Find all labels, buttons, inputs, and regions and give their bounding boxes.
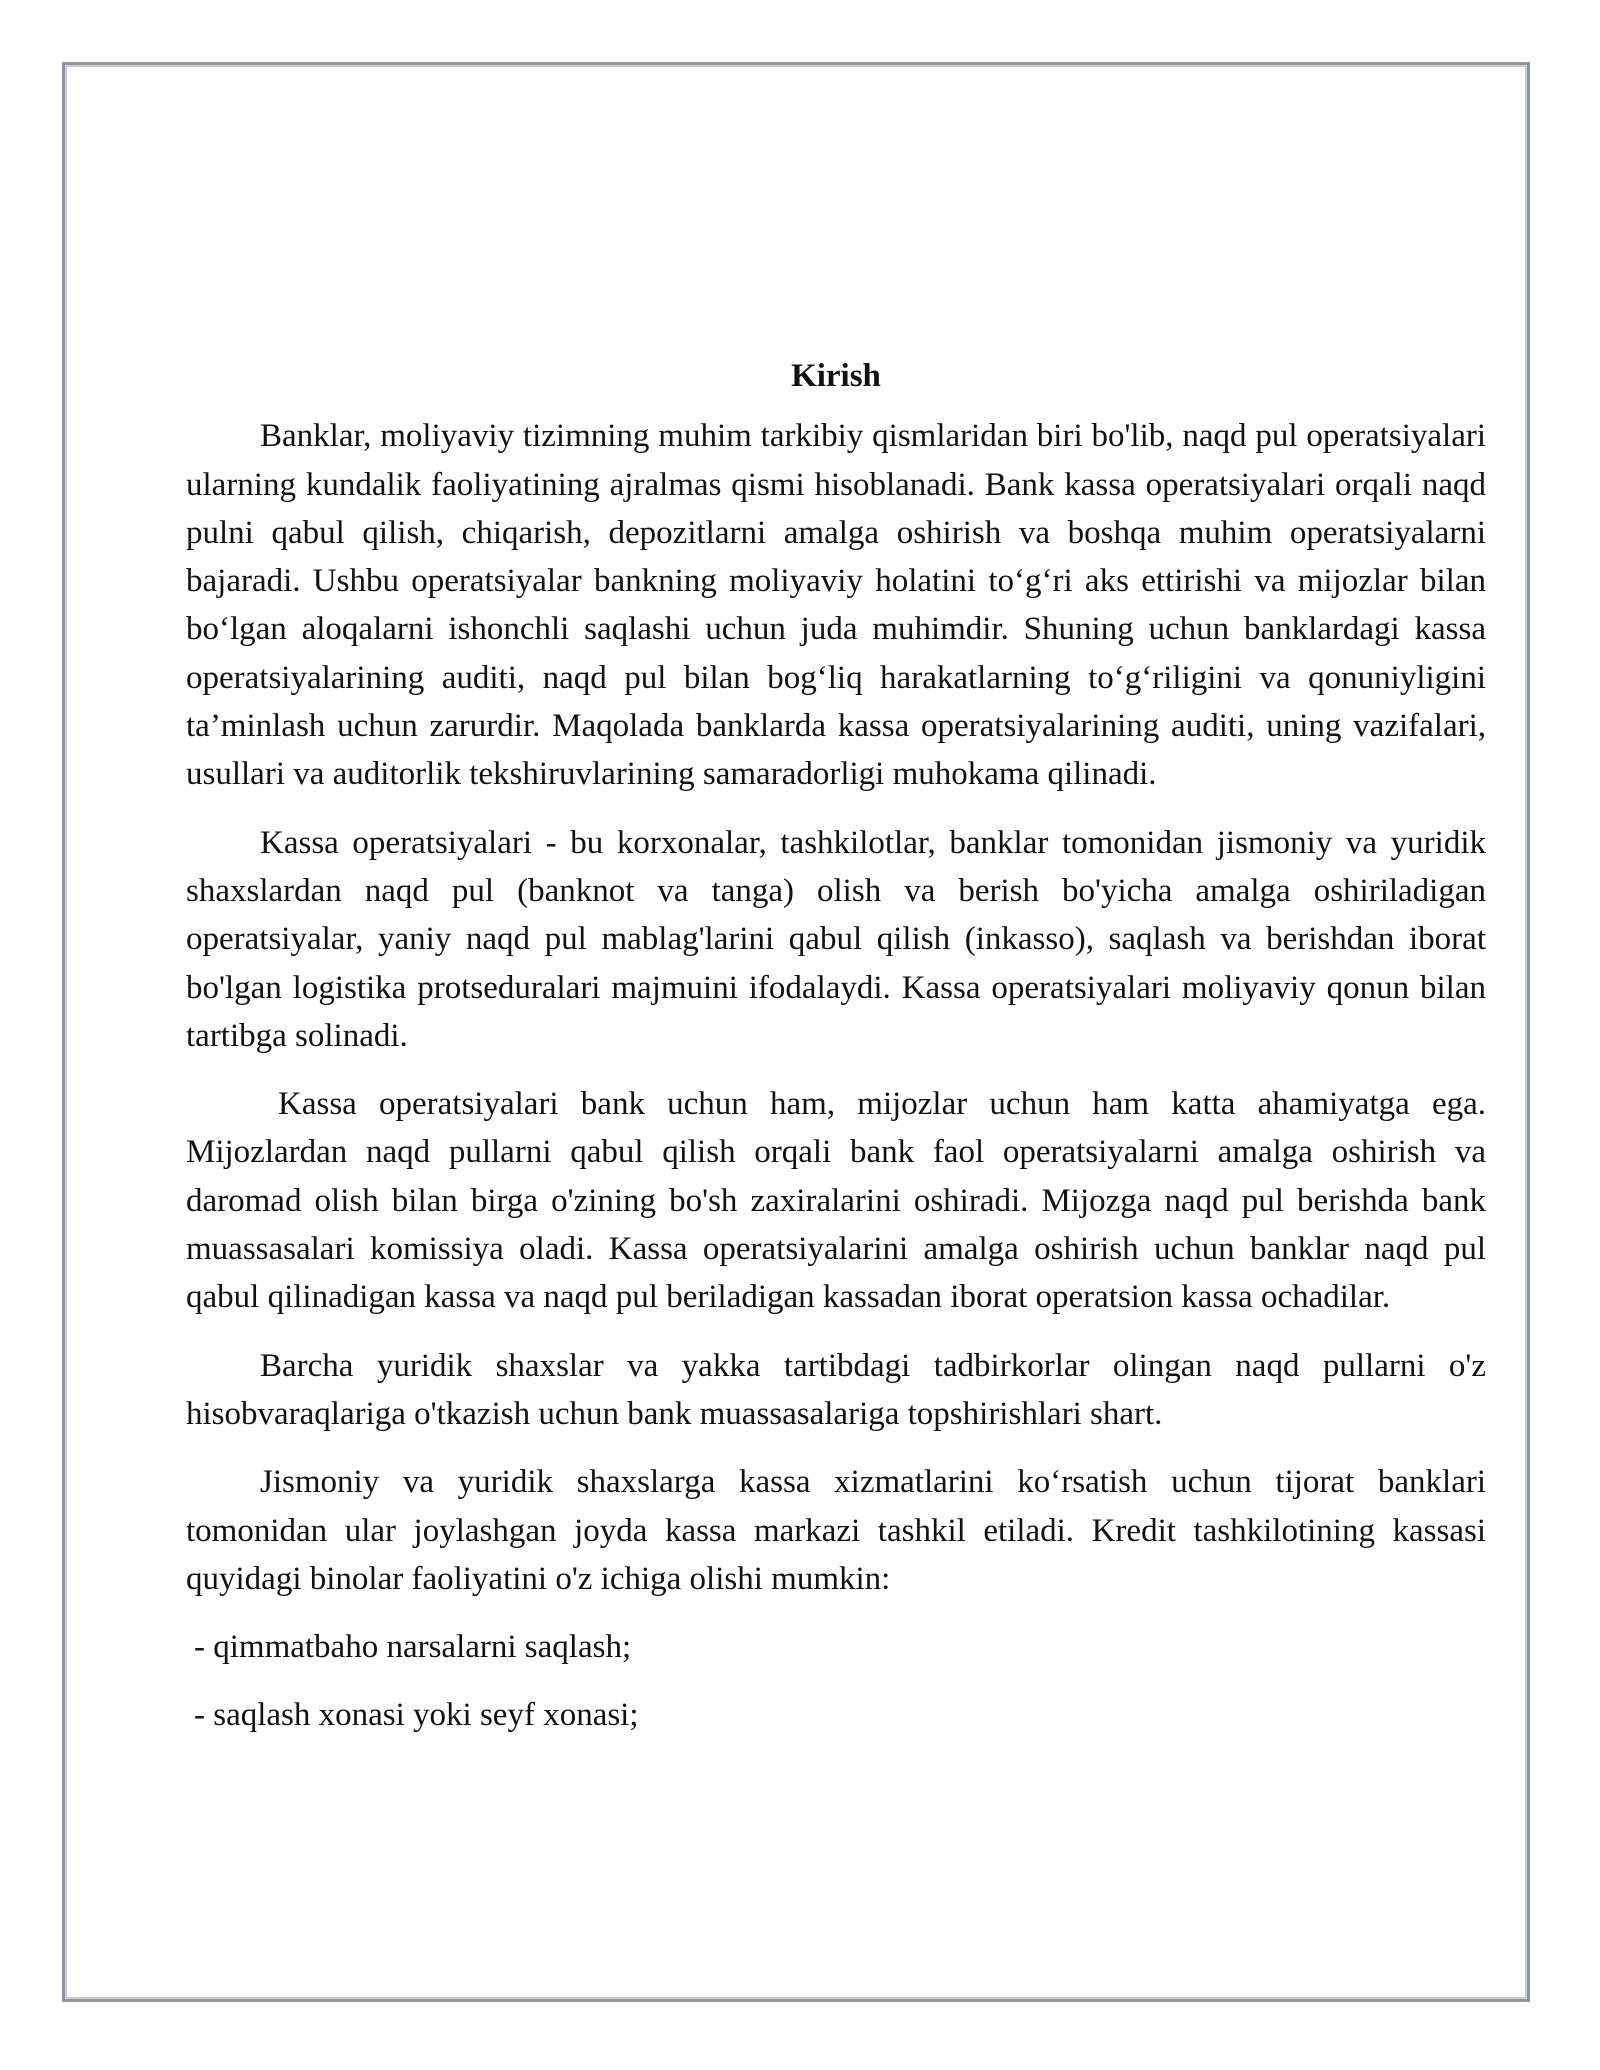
list-item-2: - saqlash xonasi yoki seyf xonasi; [194, 1697, 639, 1734]
paragraph-2: Kassa operatsiyalari - bu korxonalar, tashkilotlar, banklar tomonidan jismoniy va yuridik shaxslardan naqd pul (banknot va tanga) olish va berish bo'yicha amalga oshiriladigan operatsiyalar, yaniy naqd pul mablag'larini qabul qilish (inkasso), saqlash va berishdan iborat bo'lgan logistika protseduralari majmuini ifodalaydi. Kassa operatsiyalari moliyaviy qonun bilan tartibga solinadi. [186, 824, 1486, 1054]
paragraph-4: Barcha yuridik shaxslar va yakka tartibdagi tadbirkorlar olingan naqd pullarni o'z hisobvaraqlariga o'tkazish uchun bank muassasalariga topshirishlari shart. [186, 1347, 1486, 1432]
paragraph-3: Kassa operatsiyalari bank uchun ham, mijozlar uchun ham katta ahamiyatga ega. Mijozlardan naqd pullarni qabul qilish orqali bank faol operatsiyalarni amalga oshirish va daromad olish bilan birga o'zining bo'sh zaxiralarini oshiradi. Mijozga naqd pul berishda bank muassasalari komissiya oladi. Kassa operatsiyalarini amalga oshirish uchun banklar naqd pul qabul qilinadigan kassa va naqd pul beriladigan kassadan iborat operatsion kassa ochadilar. [186, 1086, 1486, 1316]
paragraph-5: Jismoniy va yuridik shaxslarga kassa xizmatlarini ko‘rsatish uchun tijorat banklari tomonidan ular joylashgan joyda kassa markazi tashkil etiladi. Kredit tashkilotining kassasi quyidagi binolar faoliyatini o'z ichiga olishi mumkin: [186, 1464, 1486, 1597]
paragraph-1: Banklar, moliyaviy tizimning muhim tarkibiy qismlaridan biri bo'lib, naqd pul operatsiyalari ularning kundalik faoliyatining ajralmas qismi hisoblanadi. Bank kassa operatsiyalari orqali naqd pulni qabul qilish, chiqarish, depozitlarni amalga oshirish va boshqa muhim operatsiyalarni bajaradi. Ushbu operatsiyalar bankning moliyaviy holatini to‘g‘ri aks ettirishi va mijozlar bilan bo‘lgan aloqalarni ishonchli saqlashi uchun juda muhimdir. Shuning uchun banklardagi kassa operatsiyalarining auditi, naqd pul bilan bog‘liq harakatlarning to‘g‘riligini va qonuniyligini ta’minlash uchun zarurdir. Maqolada banklarda kassa operatsiyalarining auditi, uning vazifalari, usullari va auditorlik tekshiruvlarining samaradorligi muhokama qilinadi. [186, 418, 1486, 793]
document-body [186, 352, 1486, 1760]
document-title: Kirish [791, 358, 881, 394]
list-item-1: - qimmatbaho narsalarni saqlash; [194, 1629, 632, 1666]
